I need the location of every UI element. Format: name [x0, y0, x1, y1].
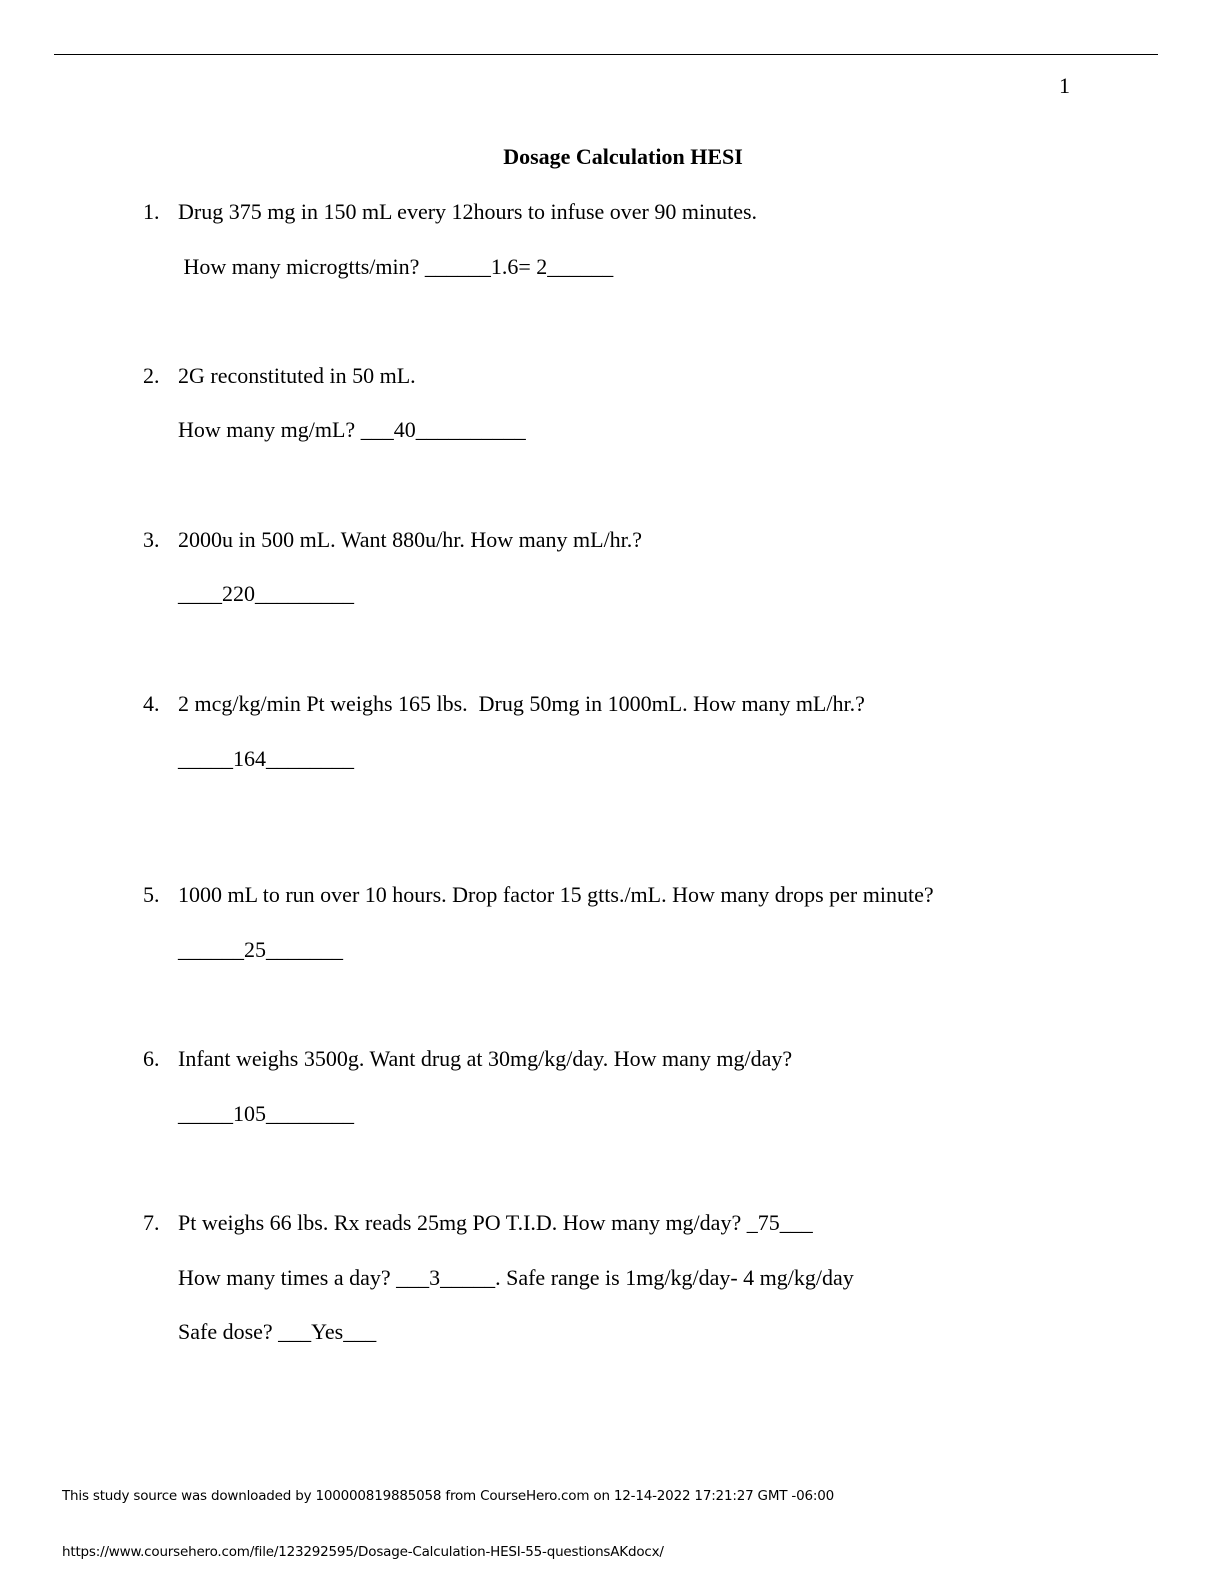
question-text: Pt weighs 66 lbs. Rx reads 25mg PO T.I.D. How many mg/day? _75___ — [178, 1210, 813, 1235]
question-number: 5. — [143, 882, 160, 907]
download-notice: This study source was downloaded by 100000819885058 from CourseHero.com on 12-14-2022 17:21:27 GMT -06:00 — [62, 1488, 834, 1504]
answer-line: Safe dose? ___Yes___ — [178, 1319, 377, 1344]
answer-line: How many times a day? ___3_____. Safe range is 1mg/kg/day- 4 mg/kg/day — [178, 1265, 854, 1290]
question-number: 6. — [143, 1046, 160, 1071]
answer-line: ______25_______ — [178, 937, 343, 962]
question-text: 2G reconstituted in 50 mL. — [178, 363, 416, 388]
header-rule — [54, 54, 1158, 55]
question-number: 7. — [143, 1210, 160, 1235]
question-text: 2 mcg/kg/min Pt weighs 165 lbs. Drug 50mg in 1000mL. How many mL/hr.? — [178, 691, 865, 716]
question-text: Infant weighs 3500g. Want drug at 30mg/kg/day. How many mg/day? — [178, 1046, 793, 1071]
answer-line: _____164________ — [178, 746, 354, 771]
answer-line: ____220_________ — [178, 581, 354, 606]
question-number: 3. — [143, 527, 160, 552]
document-title: Dosage Calculation HESI — [503, 144, 743, 169]
question-number: 4. — [143, 691, 160, 716]
question-text: Drug 375 mg in 150 mL every 12hours to infuse over 90 minutes. — [178, 199, 758, 224]
question-text: 1000 mL to run over 10 hours. Drop factor 15 gtts./mL. How many drops per minute? — [178, 882, 934, 907]
source-url[interactable]: https://www.coursehero.com/file/123292595/Dosage-Calculation-HESI-55-questionsAKdocx/ — [62, 1544, 664, 1560]
answer-line: How many microgtts/min? ______1.6= 2______ — [178, 254, 614, 279]
question-number: 2. — [143, 363, 160, 388]
answer-line: _____105________ — [178, 1101, 354, 1126]
question-number: 1. — [143, 199, 160, 224]
answer-line: How many mg/mL? ___40__________ — [178, 417, 526, 442]
page-number: 1 — [1059, 73, 1070, 98]
question-text: 2000u in 500 mL. Want 880u/hr. How many mL/hr.? — [178, 527, 643, 552]
